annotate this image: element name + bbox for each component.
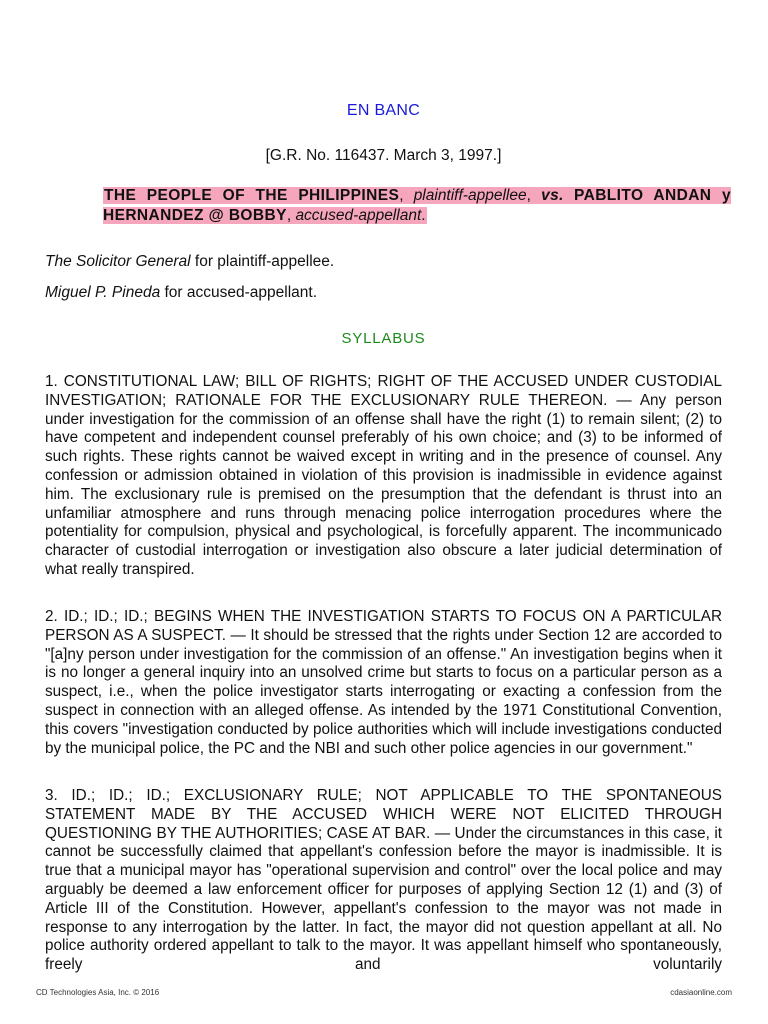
document-page [45, 0, 731, 1024]
counsel-role: for accused-appellant. [160, 284, 318, 301]
versus-label: vs. [541, 187, 564, 204]
accused-name: PABLITO ANDAN y HERNANDEZ @ BOBBY [103, 187, 731, 224]
plaintiff-role: plaintiff-appellee [413, 187, 527, 204]
court-division: EN BANC [346, 102, 421, 119]
footer-copyright: CD Technologies Asia, Inc. © 2016 [36, 988, 160, 997]
syllabus-paragraph: 2. ID.; ID.; ID.; BEGINS WHEN THE INVESTIGATION STARTS TO FOCUS ON A PARTICULAR PERSON AS A SUSPECT. — It should be stressed that the rights under Section 12 are accorded to "[a]ny person under investigation for the commission of an offense." An investigation begins when it is no longer a general inquiry into an unsolved crime but starts to focus on a particular person as a suspect, i.e., when the police investigator starts interrogating or exacting a confession from the suspect in connection with an alleged offense. As intended by the 1971 Constitutional Convention, this covers "investigation conducted by police authorities which will include investigations conducted by the municipal police, the PC and the NBI and such other police agencies in our government." [45, 608, 722, 757]
case-number: [G.R. No. 116437. March 3, 1997.] [265, 147, 502, 164]
counsel-name: The Solicitor General [45, 253, 191, 270]
counsel-name: Miguel P. Pineda [45, 284, 161, 301]
counsel-accused [45, 284, 317, 302]
footer-website: cdasiaonline.com [670, 988, 732, 997]
syllabus-heading: SYLLABUS [341, 330, 426, 347]
syllabus-paragraph: 1. CONSTITUTIONAL LAW; BILL OF RIGHTS; RIGHT OF THE ACCUSED UNDER CUSTODIAL INVESTIGATION; RATIONALE FOR THE EXCLUSIONARY RULE THEREON. — Any person under investigation for the commission of an offense shall have the right (1) to remain silent; (2) to have competent and independent counsel preferably of his own choice; and (3) to be informed of such rights. These rights cannot be waived except in writing and in the presence of counsel. Any confession or admission obtained in violation of this provision is inadmissible in evidence against him. The exclusionary rule is premised on the presumption that the defendant is thrust into an unfamiliar atmosphere and runs through menacing police interrogation procedures where the potentiality for compulsion, physical and psychological, is forcefully apparent. The incommunicado character of custodial interrogation or investigation also obscure a later judicial determination of what really transpired. [45, 373, 722, 578]
counsel-role: for plaintiff-appellee. [190, 253, 335, 270]
counsel-plaintiff [45, 253, 334, 271]
plaintiff-name: THE PEOPLE OF THE PHILIPPINES [104, 187, 400, 204]
syllabus-paragraph: 3. ID.; ID.; ID.; EXCLUSIONARY RULE; NOT APPLICABLE TO THE SPONTANEOUS STATEMENT MADE BY THE ACCUSED WHICH WERE NOT ELICITED THROUGH QUESTIONING BY THE AUTHORITIES; CASE AT BAR. — Under the circumstances in this case, it cannot be successfully claimed that appellant's confession before the mayor is inadmissible. It is true that a municipal mayor has "operational supervision and control" over the local police and may arguably be deemed a law enforcement officer for purposes of applying Section 12 (1) and (3) of Article III of the Constitution. However, appellant's confession to the mayor was not made in response to any interrogation by the latter. In fact, the mayor did not question appellant at all. No police authority ordered appellant to talk to the mayor. It was appellant himself who spontaneously, freely and voluntarily [45, 787, 722, 974]
case-title: THE PEOPLE OF THE PHILIPPINES, plaintiff-appellee, vs. PABLITO ANDAN y HERNANDEZ @ BOBBY, accused-appellant. [103, 187, 731, 224]
accused-role: accused-appellant [295, 207, 422, 224]
